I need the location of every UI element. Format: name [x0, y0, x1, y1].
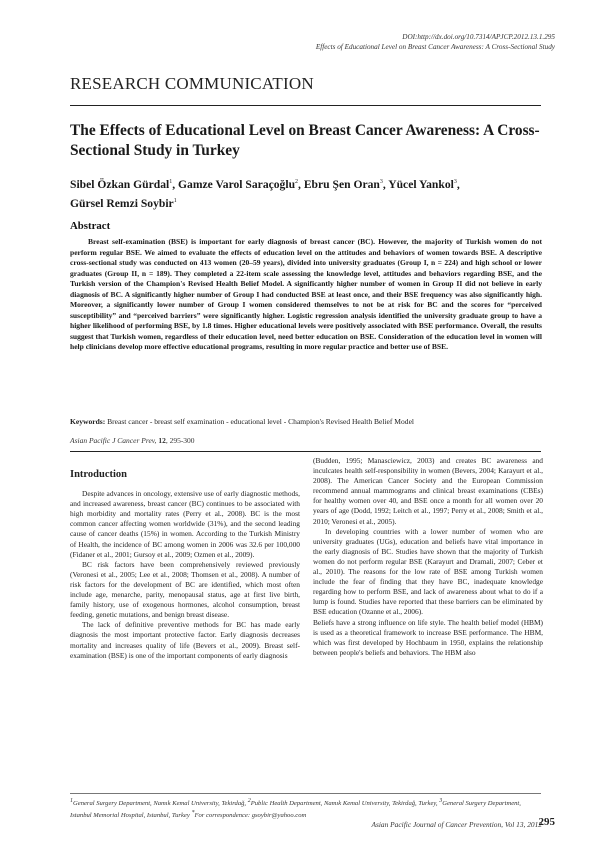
body-paragraph: In developing countries with a lower number of women who are university graduates (UGs), education and beliefs have vital importance in the early diagnosis of BC. Studies have shown that the majority of Turkish women do not perform regular BSE (Karayurt and Dramali, 2007; Ceber et al., 2010). The reasons for the low rate of BSE among Turkish women include the fear of finding that they have BC, inadequate knowledge regarding how to perform BSE, and lack of awareness about what to do if a lump is found. Studies have reported that these barriers can be eliminated by BSE education (Ozanne et al., 2006). — [313, 526, 543, 617]
author-list: Sibel Özkan Gürdal$^1$, Gamze Varol Saraçoğlu$^2$, Ebru Şen Oran$^3$, Yücel Yankol$^3$, Gürsel Remzi Soybir$^1$ — [70, 177, 460, 210]
affiliation-text: General Surgery Department, Istanbul Memorial Hospital, Istanbul, Turkey — [70, 800, 521, 819]
affiliation-mark: 1 — [70, 798, 73, 804]
affiliation-mark: 2 — [247, 798, 251, 804]
affiliations — [70, 797, 542, 821]
author-affiliation-mark: 1 — [173, 197, 177, 204]
citation-journal: Asian Pacific J Cancer Prev, — [70, 436, 157, 445]
footer-journal: Asian Pacific Journal of Cancer Prevention, Vol 13, 2012 — [371, 820, 542, 829]
author-name: Gamze Varol Saraçoğlu — [178, 177, 296, 191]
running-title: Effects of Educational Level on Breast Cancer Awareness: A Cross-Sectional Study — [315, 43, 555, 51]
author-affiliation-mark: 3 — [453, 179, 457, 185]
citation-pages: , 295-300 — [165, 436, 195, 445]
author-name: Sibel Özkan Gürdal — [70, 177, 170, 191]
keywords — [70, 417, 542, 428]
author-name: Yücel Yankol — [388, 177, 454, 191]
abstract-heading: Abstract — [70, 220, 111, 232]
abstract-text: Breast self-examination (BSE) is important for early diagnosis of breast cancer (BC). However, the majority of Turkish women do not perform regular BSE. We aimed to evaluate the effects of education level on the attitudes and behaviors of women towards BSE. A descriptive cross-sectional study was conducted on 413 women (20–59 years), divided into university graduates (Group I, n = 224) and high school or lower graduates (Group II, n = 189). They completed a 22-item scale assessing the knowledge level, attitudes and behaviors regarding BSE, and the Turkish version of the Champion's Revised Health Belief Model. A significantly higher number of women in Group II did not believe in early diagnosis of BC. A significantly higher number of Group I had conducted BSE at least once, and their BSE frequency was also significantly high. Moreover, a significantly lower number of Group I women considered themselves to not be at risk for BC and the scores for “perceived susceptibility” and “perceived barriers” were significantly higher. Logistic regression analysis identified the university graduate group to have a higher likelihood of performing BSE, by 1.8 times. Higher educational levels were positively associated with BSE performance. Overall, the results suggest that Turkish women, regardless of their education level, need better education on BSE. Consideration of the education level in women will help clinicians develop more effective educational programs, resulting in more regular practice and better use of BSE. — [70, 237, 542, 351]
author-affiliation-mark: 1 — [169, 179, 173, 185]
affiliation-text: General Surgery Department, Namık Kemal University, Tekirdağ, — [73, 800, 248, 808]
section-label: RESEARCH COMMUNICATION — [70, 74, 314, 93]
affiliation-mark: * — [191, 809, 195, 816]
section-heading: Introduction — [70, 469, 127, 480]
author-name: Ebru Şen Oran — [303, 177, 380, 191]
keywords-label: Keywords: — [70, 417, 106, 426]
correspondence-text: For correspondence: gsoybir@yahoo.com — [194, 811, 307, 819]
citation-volume: 12 — [158, 436, 166, 445]
divider — [70, 105, 541, 106]
body-paragraph: (Budden, 1995; Manasciewicz, 2003) and creates BC awareness and inculcates health self-responsibility in women (Bevers, 2004; Karayurt et al., 2008). The American Cancer Society and the European Commission recommend annual mammograms and clinical breast examinations (CBEs) for healthy women over 40, and BSE once a month for all women over 20 years of age (Dodd, 1992; Leitch et al., 1997; Perry et al., 2008; Smith et al., 2010; Veronesi et al., 2005). — [313, 456, 543, 526]
page-number: 295 — [538, 816, 555, 828]
affiliation-mark: 3 — [439, 798, 443, 804]
body-paragraph: Despite advances in oncology, extensive use of early diagnostic methods, and increased awareness, breast cancer (BC) continues to be associated with high morbidity and mortality rates (Perry et al., 2008). BC is the most common cancer affecting women worldwide (31%), and the second leading cause of cancer deaths (15%) in women. According to the Turkish Ministry of Health, the incidence of BC among women in 2006 was 32.6 per 100,000 (Fidaner et al., 2001; Gursoy et al., 2009; Ozmen et al., 2009). — [70, 489, 300, 559]
footnote-divider — [70, 793, 541, 794]
author-name: Gürsel Remzi Soybir — [70, 196, 174, 210]
doi-line: DOI:http://dx.doi.org/10.7314/APJCP.2012.13.1.295 — [402, 33, 555, 41]
citation — [70, 436, 195, 445]
body-paragraph: The lack of definitive preventive methods for BC has made early diagnosis the most important protective factor. Early diagnosis decreases mortality and increases quality of life (Bevers et al., 2009). Breast self-examination (BSE) is one of the important components of early diagnosis — [70, 620, 300, 660]
divider — [70, 451, 541, 452]
author-affiliation-mark: 2 — [295, 179, 299, 185]
paper-title: The Effects of Educational Level on Breast Cancer Awareness: A Cross-Sectional Study in Turkey — [70, 122, 540, 159]
body-paragraph: Beliefs have a strong influence on life style. The health belief model (HBM) is used as a theoretical framework to increase BSE performance. The HBM, which was first developed by Hochbaum in 1950, explains the relationship between people's beliefs and behaviors. The HBM also — [313, 617, 543, 657]
body-column-right — [313, 456, 543, 658]
affiliation-text: Public Health Department, Namık Kemal University, Tekirdağ, Turkey, — [250, 800, 440, 808]
body-paragraph: BC risk factors have been comprehensively reviewed previously (Veronesi et al., 2005; Lee et al., 2008; Thomsen et al., 2008). A number of risk factors for the development of BC are identified, which most often include age, menarche, parity, menopausal status, age at first live birth, family history, use of exogenous hormones, alcohol consumption, breast feeding, genetic mutations, and benign breast disease. — [70, 559, 300, 620]
body-column-left — [70, 470, 300, 661]
keywords-text: Breast cancer - breast self examination - educational level - Champion's Revised Health Belief Model — [107, 417, 415, 426]
author-affiliation-mark: 3 — [379, 179, 383, 185]
